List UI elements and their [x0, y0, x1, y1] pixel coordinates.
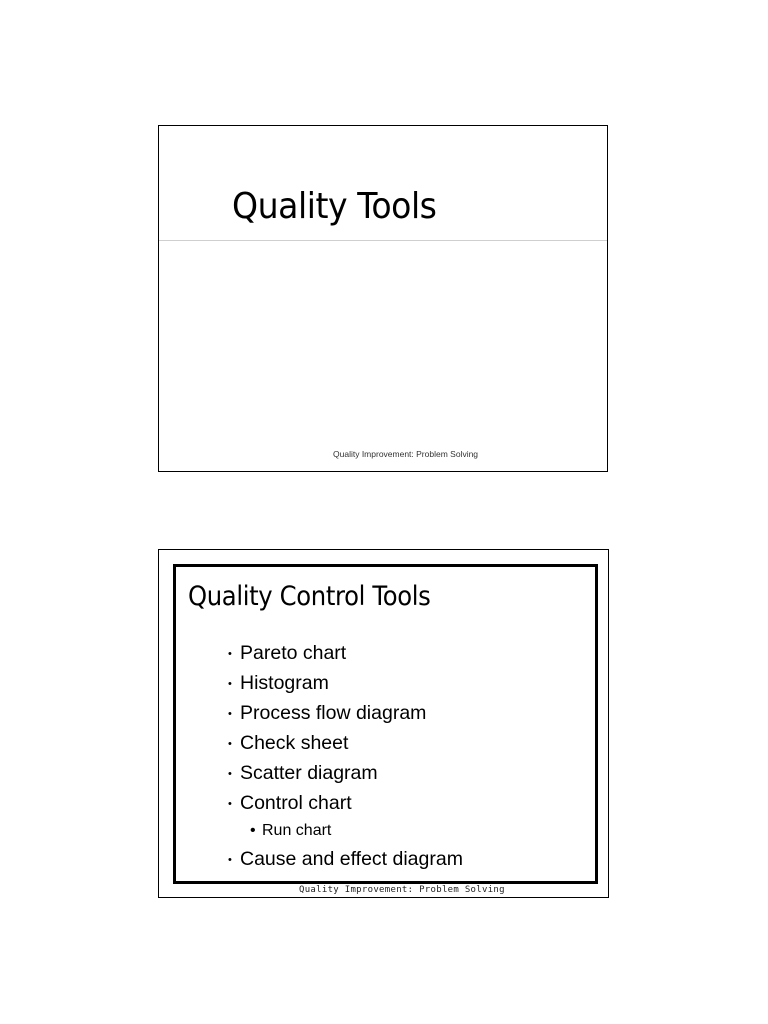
bullet-icon: • — [228, 854, 232, 866]
slide-quality-tools — [158, 125, 608, 472]
slide-title: Quality Control Tools — [188, 581, 431, 612]
slide-title: Quality Tools — [232, 186, 437, 227]
slide-footer: Quality Improvement: Problem Solving — [333, 449, 479, 459]
list-item: • Process flow diagram — [228, 698, 463, 728]
bullet-icon: • — [228, 648, 232, 660]
slide-frame — [173, 564, 598, 884]
list-item: • Histogram — [228, 668, 463, 698]
bullet-icon: • — [228, 768, 232, 780]
bullet-icon: • — [228, 738, 232, 750]
bullet-icon: • — [228, 798, 232, 810]
bullet-list — [228, 638, 463, 874]
list-item: • Pareto chart — [228, 638, 463, 668]
bullet-icon: • — [250, 822, 256, 839]
slide-footer: Quality Improvement: Problem Solving — [299, 885, 505, 895]
sub-list-item: • Run chart — [228, 818, 463, 844]
list-item: • Check sheet — [228, 728, 463, 758]
title-divider — [159, 240, 607, 241]
list-item: • Cause and effect diagram — [228, 844, 463, 874]
list-item: • Scatter diagram — [228, 758, 463, 788]
slide-quality-control-tools — [158, 549, 609, 898]
bullet-icon: • — [228, 708, 232, 720]
list-item: • Control chart — [228, 788, 463, 818]
bullet-icon: • — [228, 678, 232, 690]
